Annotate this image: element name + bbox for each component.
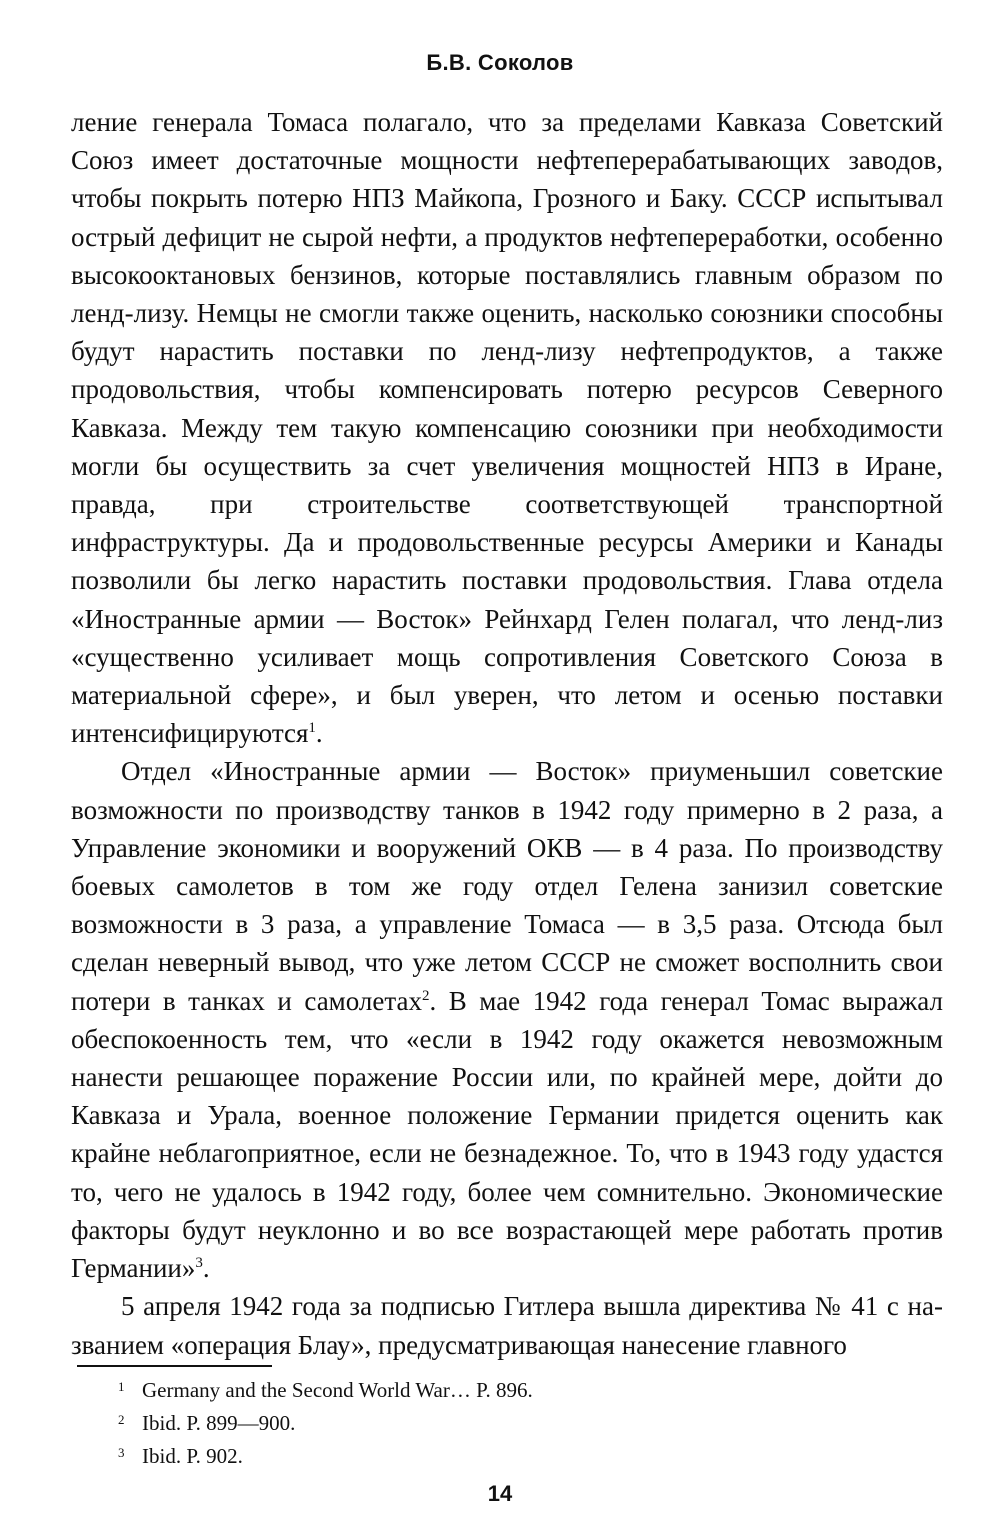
footnote-mark: 3 — [118, 1445, 125, 1460]
page-number: 14 — [487, 1481, 513, 1506]
paragraph-text: 5 апреля 1942 года за подписью Гитлера вышла директива № 41 с названием «операция Блау», предусматривающая нанесение главного — [71, 1291, 943, 1360]
footnote-reference[interactable]: 3 — [195, 1255, 203, 1272]
paragraph-text: . В мае 1942 года генерал Томас выражал обеспокоенность тем, что «если в 1942 году окажется невозможным нанести решающее поражение России или, по крайней мере, дойти до Кавказа и Урала, военное положение Германии придется оценить как крайне неблагоприятное, если не безнадежное. То, что в 1943 году удастся то, чего не удалось в 1942 году, более чем сомнительно. Экономические факторы будут неуклонно и во все возрастающей мере работать против Германии» — [71, 985, 943, 1284]
footnote-text: Ibid. P. 899—900. — [142, 1411, 296, 1435]
paragraph-text: . — [202, 1253, 210, 1284]
paragraph — [71, 752, 943, 1287]
running-head-author: Б.В. Соколов — [426, 50, 574, 75]
footnote-mark: 1 — [118, 1379, 125, 1394]
footnote-divider — [77, 1365, 272, 1367]
footnote-text: Germany and the Second World War… P. 896. — [142, 1378, 533, 1402]
paragraph — [71, 1287, 943, 1363]
footnotes — [118, 1372, 938, 1471]
footnote-item — [118, 1372, 938, 1405]
footnote-text: Ibid. P. 902. — [142, 1444, 243, 1468]
paragraph-text: Отдел «Иностранные армии — Восток» приуменьшил советские возможности по производству танков в 1942 году примерно в 2 раза, а Управление экономики и вооружений ОКВ — в 4 раза. По производству боевых самолетов в том же году отдел Гелена занизил советские возможности в 3 раза, а управление Томаса — в 3,5 раза. Отсюда был сделан неверный вывод, что уже летом СССР не сможет восполнить свои потери в танках и самолетах — [71, 756, 943, 1016]
paragraph-continuation: ление генерала Томаса полагало, что за пределами Кавказа Советский Союз имеет достаточные мощности нефтеперерабатывающих заводов, чтобы покрыть потерю НПЗ Майкопа, Грозного и Баку. СССР испытывал острый дефицит не сырой нефти, а продуктов нефтепереработки, особенно высокооктановых бензинов, которые поставлялись главным образом по ленд-лизу. Немцы не смогли также оценить, насколько союзники способны будут нарастить поставки по ленд-лизу нефтепродуктов, а также продовольствия, чтобы компенсировать потерю ресурсов Северного Кавказа. Между тем такую компенсацию союзники при необходимости могли бы осуществить за счет увеличения мощностей НПЗ в Иране, правда, при строительстве соответствующей транспортной инфраструктуры. Да и продовольственные ресурсы Америки и Канады позволили бы легко нарастить поставки продовольствия. Глава отдела «Иностранные армии — Восток» Рейнхард Гелен полагал, что ленд-лиз «существенно усиливает мощь сопротивления Советского Союза в материальной сфере», и был уверен, что летом и осенью поставки интенсифицируются$^1$. — [71, 107, 943, 749]
footnote-item — [118, 1405, 938, 1438]
body-text — [71, 103, 943, 1364]
footnote-reference[interactable]: 2 — [421, 987, 430, 1004]
footnote-reference[interactable]: 1 — [308, 720, 316, 737]
footnote-item — [118, 1438, 938, 1471]
paragraph-text: ление генерала Томаса полагало, что за пределами Кавказа Советский Союз имеет достаточные мощности нефтеперерабатывающих заводов, чтобы покрыть потерю НПЗ Майкопа, Грозного и Баку. СССР испытывал острый дефицит не сырой нефти, а продуктов нефтепереработки, особенно высокооктановых бензинов, которые поставлялись главным образом по ленд-лизу. Немцы не смогли также оценить, насколько союзники способны будут нарастить поставки по ленд-лизу нефтепродуктов, а также продовольствия, чтобы компенсировать потерю ресурсов Северного Кавказа. Между тем такую компенсацию союзники при необходимости могли бы осуществить за счет увеличения мощностей НПЗ в Иране, правда, при строительстве соответствующей транспортной инфраструктуры. Да и продовольственные ресурсы Америки и Канады позволили бы легко нарастить поставки продовольствия. Глава отдела «Иностранные армии — Восток» Рейнхард Гелен полагал, что ленд-лиз «существенно усиливает мощь сопротивления Советского Союза в материальной сфере», и был уверен, что летом и осенью поставки интенсифицируются — [71, 107, 943, 749]
footnote-mark: 2 — [118, 1412, 125, 1427]
